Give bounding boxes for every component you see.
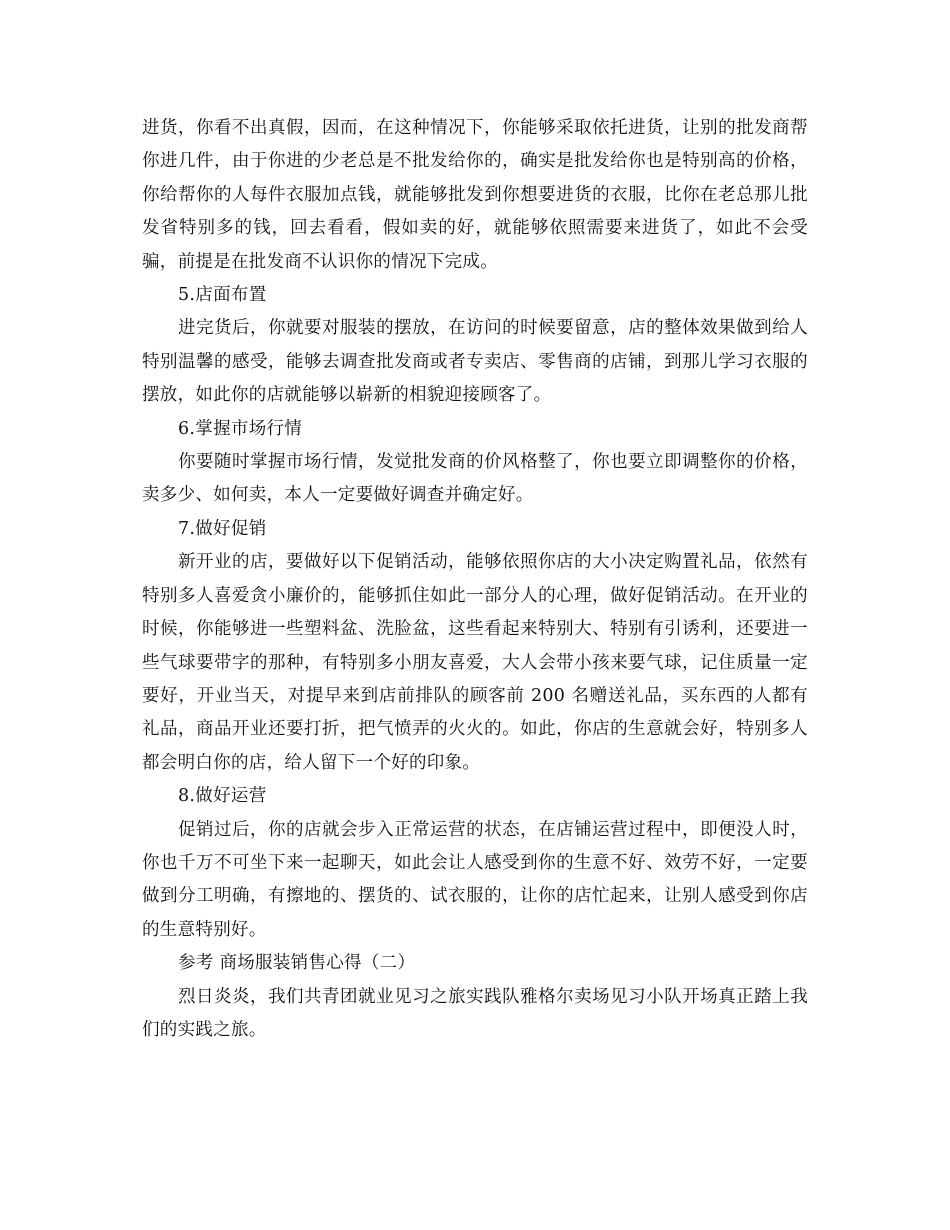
paragraph-market-trends: 你要随时掌握市场行情，发觉批发商的价风格整了，你也要立即调整你的价格，卖多少、如何卖，本人一定要做好调查并确定好。 [142, 452, 808, 506]
section-heading-operations: 8.做好运营 [178, 786, 267, 807]
paragraph-operations: 促销过后，你的店就会步入正常运营的状态，在店铺运营过程中，即便没人时，你也千万不可坐下来一起聊天，如此会让人感受到你的生意不好、效劳不好，一定要做到分工明确，有擦地的、摆货的、试衣服的，让你的店忙起来，让别人感受到你店的生意特别好。 [142, 819, 808, 940]
paragraph-purchasing-tips: 进货，你看不出真假，因而，在这种情况下，你能够采取依托进货，让别的批发商帮你进几件，由于你进的少老总是不批发给你的，确实是批发给你也是特别高的价格，你给帮你的人每件衣服加点钱，就能够批发到你想要进货的衣服，比你在老总那儿批发省特别多的钱，回去看看，假如卖的好，就能够依照需要来进货了，如此不会受骗，前提是在批发商不认识你的情况下完成。 [142, 118, 808, 272]
paragraph-practice-journey: 烈日炎炎，我们共青团就业见习之旅实践队雅格尔卖场见习小队开场真正踏上我们的实践之旅。 [142, 986, 808, 1040]
document-body [142, 112, 808, 1047]
section-heading-store-layout: 5.店面布置 [178, 285, 267, 306]
paragraph-store-layout: 进完货后，你就要对服装的摆放，在访问的时候要留意，店的整体效果做到给人特别温馨的感受，能够去调查批发商或者专卖店、零售商的店铺，到那儿学习衣服的摆放，如此你的店就能够以崭新的相貌迎接顾客了。 [142, 318, 808, 406]
section-heading-reference-part-two: 参考 商场服装销售心得（二） [178, 953, 416, 974]
section-heading-promotion: 7.做好促销 [178, 518, 267, 539]
paragraph-promotion: 新开业的店，要做好以下促销活动，能够依照你店的大小决定购置礼品，依然有特别多人喜爱贪小廉价的，能够抓住如此一部分人的心理，做好促销活动。在开业的时候，你能够进一些塑料盆、洗脸盆，这些看起来特别大、特别有引诱利，还要进一些气球要带字的那种，有特别多小朋友喜爱，大人会带小孩来要气球，记住质量一定要好，开业当天，对提早来到店前排队的顾客前 200 名赠送礼品，买东西的人都有礼品，商品开业还要打折，把气愤弄的火火的。如此，你店的生意就会好，特别多人都会明白你的店，给人留下一个好的印象。 [142, 552, 808, 773]
section-heading-market-trends: 6.掌握市场行情 [178, 418, 303, 439]
